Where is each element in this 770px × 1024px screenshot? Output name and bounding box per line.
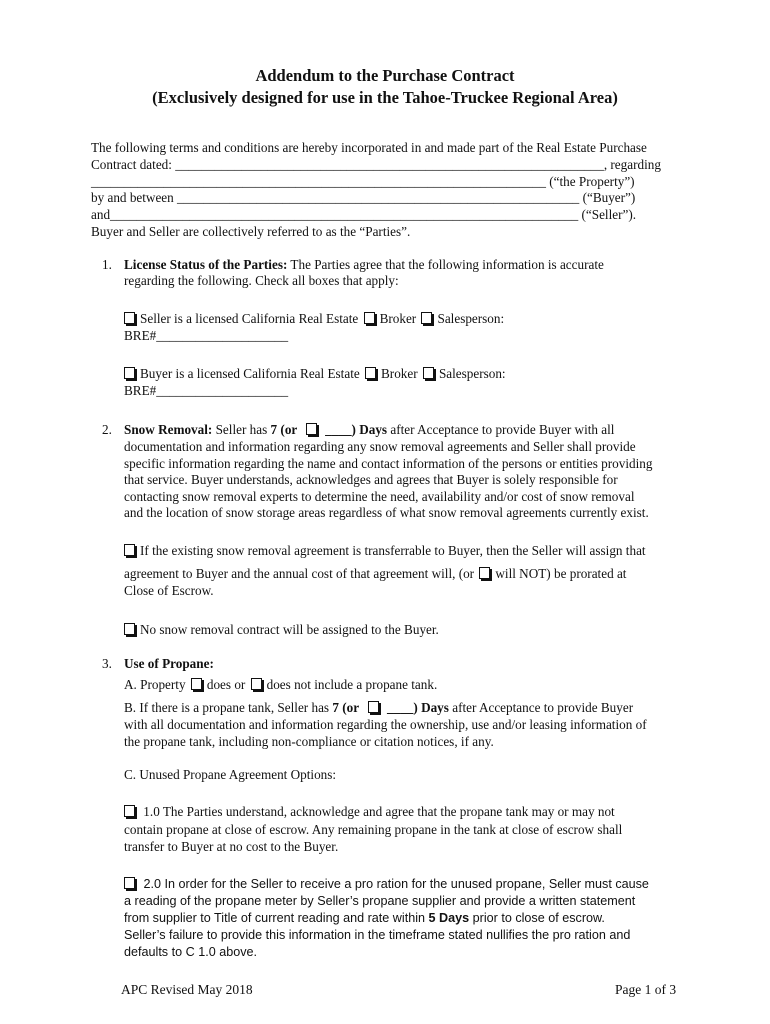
item-label: A — [124, 677, 134, 692]
propane-tank-row — [124, 677, 437, 693]
buyer-bre-field[interactable]: BRE#____________________ — [124, 383, 289, 398]
checkbox-label: Broker — [379, 311, 417, 326]
propane-option-2 — [124, 910, 605, 926]
propane-days-checkbox[interactable] — [368, 701, 379, 713]
heading-text: Use of Propane: — [124, 656, 214, 671]
intro-line: by and between _____________________________________________________________ (“Buyer”) — [91, 190, 636, 205]
buyer-licensed-checkbox[interactable] — [124, 367, 135, 379]
section-text: Seller has — [212, 422, 271, 437]
propane-b-line: the propane tank, including non-compliance or citation notices, if any. — [124, 734, 494, 749]
propane-option-2-checkbox[interactable] — [124, 877, 135, 889]
footer-page-number: Page 1 of 3 — [615, 982, 677, 997]
section-2-line: contacting snow removal experts to determine the need, availability and/or cost of snow removal — [124, 489, 635, 504]
will-not-prorate-checkbox[interactable] — [479, 567, 490, 579]
section-2-line: and the location of snow storage areas regardless of what snow removal agreements currently exist. — [124, 505, 649, 520]
no-snow-contract-checkbox[interactable] — [124, 623, 135, 635]
intro-line: and_______________________________________________________________________ (“Seller”). — [91, 207, 637, 222]
days-blank: ____) Days — [321, 422, 388, 437]
footer-revision: APC Revised May 2018 — [121, 982, 253, 997]
section-number: 1. — [102, 257, 112, 272]
item-text: . Property — [133, 677, 186, 692]
propane-option-2 — [124, 876, 649, 892]
section-1-line: regarding the following. Check all boxes that apply: — [124, 273, 399, 288]
days-value: 5 Days — [428, 911, 470, 925]
propane-option-2: Seller’s failure to provide this information in the timeframe stated nullifies the pro ration and — [124, 928, 631, 942]
document-title: Addendum to the Purchase Contract — [255, 66, 515, 85]
seller-licensed-checkbox[interactable] — [124, 312, 135, 324]
propane-does-not-checkbox[interactable] — [251, 678, 262, 690]
item-text: does not include a propane tank. — [266, 677, 438, 692]
days-default: 7 (or — [270, 422, 298, 437]
propane-option-1 — [124, 804, 615, 820]
section-heading: License Status of the Parties: — [124, 257, 288, 272]
propane-option-1-checkbox[interactable] — [124, 805, 135, 817]
propane-does-checkbox[interactable] — [191, 678, 202, 690]
intro-line: _____________________________________________________________________ (“the Property”) — [91, 174, 635, 189]
propane-option-1: transfer to Buyer at no cost to the Buyer. — [124, 839, 339, 854]
section-1-line — [124, 257, 604, 273]
buyer-broker-checkbox[interactable] — [365, 367, 376, 379]
propane-options-heading: C. Unused Propane Agreement Options: — [124, 767, 337, 782]
intro-line: Contract dated: _________________________________________________________________, regarding — [91, 157, 661, 172]
propane-option-2: defaults to C 1.0 above. — [124, 945, 258, 959]
section-2-line — [124, 422, 614, 438]
section-heading: Snow Removal: — [124, 422, 213, 437]
days-default: 7 (or — [332, 700, 360, 715]
section-2-line: documentation and information regarding any snow removal agreements and Seller shall provide — [124, 439, 636, 454]
checkbox-label: Salesperson: — [438, 366, 506, 381]
option-text: will NOT) be prorated at — [495, 566, 627, 581]
item-text: does or — [206, 677, 246, 692]
option-text: 2.0 In order for the Seller to receive a pro ration for the unused propane, Seller must cause — [143, 877, 649, 891]
snow-days-checkbox[interactable] — [306, 423, 317, 435]
option-text: If the existing snow removal agreement is transferrable to Buyer, then the Seller will assign that — [140, 543, 646, 558]
option-text: No snow removal contract will be assigned to the Buyer. — [140, 622, 439, 637]
days-blank: ____) Days — [383, 700, 449, 715]
buyer-salesperson-checkbox[interactable] — [423, 367, 434, 379]
item-text: after Acceptance to provide Buyer — [448, 700, 634, 715]
option-text: prior to close of escrow. — [469, 911, 605, 925]
propane-b-line: with all documentation and information regarding the ownership, use and/or leasing information of — [124, 717, 647, 732]
seller-license-row — [124, 311, 504, 327]
section-2-line: that service. Buyer understands, acknowledges and agrees that Buyer is solely responsible for — [124, 472, 618, 487]
propane-option-1: contain propane at close of escrow. Any remaining propane in the tank at close of escrow shall — [124, 822, 623, 837]
seller-bre-field[interactable]: BRE#____________________ — [124, 328, 289, 343]
checkbox-label: Seller is a licensed California Real Estate — [140, 311, 359, 326]
propane-option-2: a reading of the propane meter by Seller’s propane supplier and provide a written statement — [124, 894, 636, 908]
section-text: after Acceptance to provide Buyer with all — [387, 422, 615, 437]
intro-line: The following terms and conditions are hereby incorporated in and made part of the Real Estate Purchase — [91, 140, 647, 155]
propane-b-line — [124, 700, 633, 716]
option-text: from supplier to Title of current reading and rate within — [124, 911, 429, 925]
seller-broker-checkbox[interactable] — [364, 312, 375, 324]
option-text: agreement to Buyer and the annual cost of that agreement will, (or — [124, 566, 475, 581]
intro-line: Buyer and Seller are collectively referred to as the “Parties”. — [91, 224, 411, 239]
item-text: B. If there is a propane tank, Seller has — [124, 700, 333, 715]
snow-transfer-option: Close of Escrow. — [124, 583, 214, 598]
checkbox-label: Broker — [381, 366, 418, 381]
snow-transfer-checkbox[interactable] — [124, 544, 135, 556]
option-text: 1.0 The Parties understand, acknowledge and agree that the propane tank may or may not — [143, 804, 615, 819]
buyer-license-row — [124, 366, 506, 382]
section-text: The Parties agree that the following information is accurate — [287, 257, 604, 272]
section-number: 2. — [102, 422, 112, 437]
seller-salesperson-checkbox[interactable] — [421, 312, 432, 324]
section-heading — [124, 656, 214, 672]
snow-transfer-option — [124, 543, 646, 559]
document-subtitle: (Exclusively designed for use in the Tahoe-Truckee Regional Area) — [152, 88, 618, 107]
section-number: 3. — [102, 656, 112, 671]
section-2-line: specific information regarding the name and contact information of the persons or entities providing — [124, 456, 653, 471]
no-snow-contract-option — [124, 622, 439, 638]
checkbox-label: Salesperson: — [437, 311, 505, 326]
checkbox-label: Buyer is a licensed California Real Estate — [140, 366, 360, 381]
snow-transfer-option — [124, 566, 626, 582]
